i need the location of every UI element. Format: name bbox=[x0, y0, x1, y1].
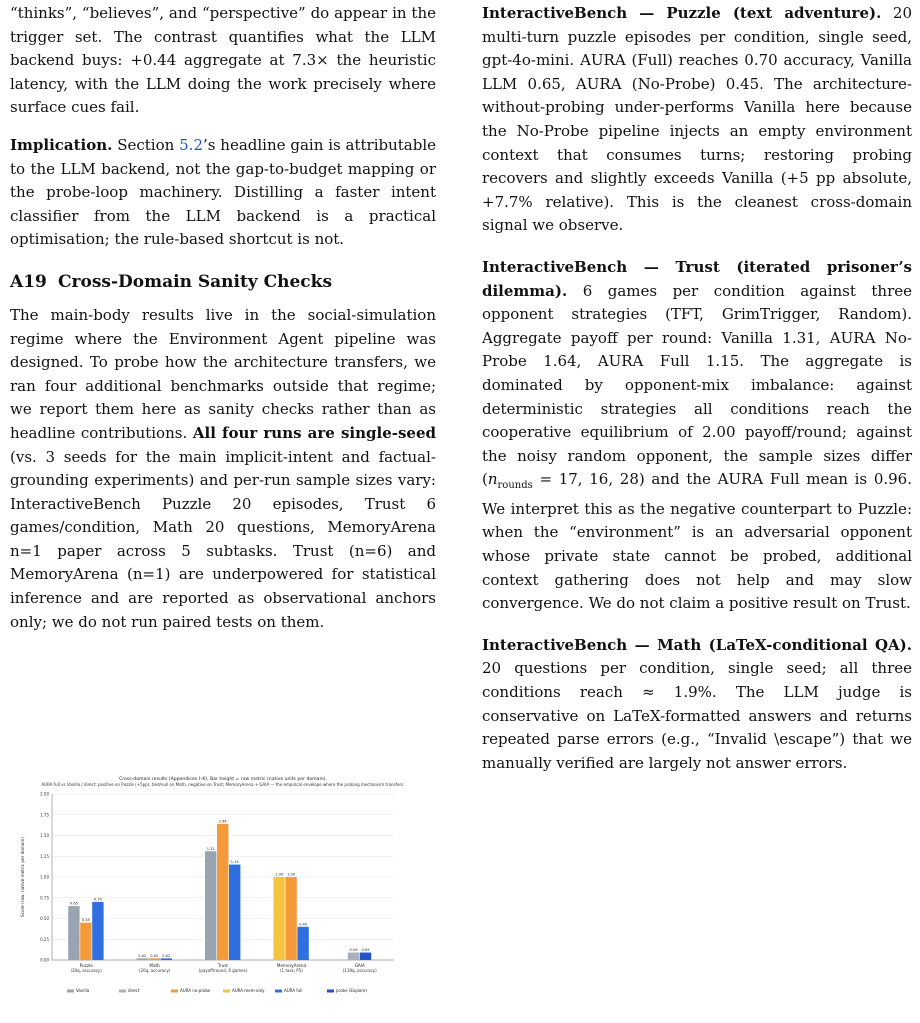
x-tick-label: Math bbox=[149, 963, 160, 968]
section-number: A19 bbox=[10, 271, 47, 292]
bar-math-vanilla bbox=[137, 958, 148, 960]
x-tick-sublabel: (20q, accuracy) bbox=[70, 968, 102, 973]
legend-swatch bbox=[119, 990, 126, 993]
section-heading bbox=[10, 270, 436, 294]
legend-swatch bbox=[223, 990, 230, 993]
trust-math-n: n bbox=[487, 470, 498, 489]
implication-head: Implication. bbox=[10, 135, 113, 154]
math-head: InteractiveBench — Math (LaTeX-conditional QA). bbox=[482, 635, 912, 654]
math-paragraph bbox=[482, 634, 912, 776]
legend-label: probe (Explore) bbox=[336, 988, 367, 993]
right-column bbox=[482, 0, 912, 775]
y-tick-label: 0.75 bbox=[40, 895, 49, 901]
bar-puzzle-aura-no-probe bbox=[80, 923, 91, 960]
cross-domain-figure bbox=[10, 772, 436, 1018]
left-column bbox=[10, 0, 436, 634]
section-body bbox=[10, 304, 436, 634]
legend-swatch bbox=[327, 990, 334, 993]
bar-value-label: 0.09 bbox=[349, 948, 358, 953]
legend-label: AURA full bbox=[284, 988, 303, 993]
bar-math-aura-full bbox=[161, 958, 172, 960]
y-tick-label: 1.75 bbox=[40, 812, 49, 818]
paragraph-continuation: “thinks”, “believes”, and “perspective” do appear in the trigger set. The contrast quantifies what the LLM backend buys: +0.44 aggregate at 7.3× the heuristic latency, with the LLM doing the work precisely where surface cues fail. bbox=[10, 4, 436, 117]
chart-subtitle: AURA full vs Vanilla / direct: positive on Puzzle (+5pp), tied/null on Math, negative on Trust; MemoryArena + GAIA — the empirical envelope where the probing mechanism transfers. bbox=[41, 782, 405, 787]
bar-value-label: 0.70 bbox=[93, 897, 102, 902]
implication-text-b: ’s headline gain is attributable to the LLM backend, not the gap-to-budget mapping or the probe-loop machinery. Distilling a faster intent classifier from the LLM backend is a practical optimisation; the rule-based shortcut is not. bbox=[10, 135, 436, 249]
x-tick-labels bbox=[71, 963, 378, 973]
bar-value-label: 1.00 bbox=[287, 872, 296, 877]
x-tick-label: Puzzle bbox=[79, 963, 93, 968]
bar-value-label: 0.02 bbox=[150, 953, 159, 958]
puzzle-paragraph bbox=[482, 2, 912, 238]
x-tick-label: GAIA bbox=[354, 963, 365, 968]
trust-text-b: = 17, 16, 28) and the AURA Full mean is 0.96. We interpret this as the negative counterpart to Puzzle: when the “environment” is an adversarial opponent whose private state cannot be probed, additional context gathering does not help and may slow convergence. We do not claim a positive result on Trust. bbox=[482, 470, 912, 613]
bar-puzzle-aura-full bbox=[92, 902, 103, 960]
x-tick-sublabel: (payoff/round, 6 games) bbox=[198, 968, 248, 973]
bar-value-label: 1.64 bbox=[218, 819, 227, 824]
chart-title: Cross-domain results (Appendices I–K). Bar height = raw metric (native units per domain). bbox=[119, 777, 327, 782]
chart-legend bbox=[67, 988, 367, 993]
bar-value-label: 1.00 bbox=[275, 872, 284, 877]
x-tick-sublabel: (139q, accuracy) bbox=[342, 968, 377, 973]
bar-value-label: 0.65 bbox=[69, 901, 78, 906]
legend-label: AURA no-probe bbox=[180, 988, 211, 993]
body-text-b: (vs. 3 seeds for the main implicit-intent and factual-grounding experiments) and per-run sample sizes vary: InteractiveBench Puzzle 20 episodes, Trust 6 games/condition, Math 20 questions, MemoryArena n=1 paper across 5 subtasks. Trust (n=6) and MemoryArena (n=1) are underpowered for statistical inference and are reported as observational anchors only; we do not run paired tests on them. bbox=[10, 447, 436, 631]
bar-math-aura-no-probe bbox=[149, 958, 160, 960]
trust-head: InteractiveBench — Trust (iterated prisoner’s dilemma). bbox=[482, 257, 912, 300]
bar-gaia-probe-explore- bbox=[360, 953, 371, 960]
bar-puzzle-vanilla bbox=[68, 906, 79, 960]
bar-trust-aura-full bbox=[229, 865, 240, 960]
bar-trust-vanilla bbox=[205, 851, 216, 960]
bar-value-label: 0.02 bbox=[162, 953, 171, 958]
bar-gaia-direct bbox=[348, 953, 359, 960]
bar-trust-aura-no-probe bbox=[217, 824, 228, 960]
y-tick-label: 1.00 bbox=[40, 874, 49, 880]
puzzle-text: 20 multi-turn puzzle episodes per condition, single seed, gpt-4o-mini. AURA (Full) reaches 0.70 accuracy, Vanilla LLM 0.65, AURA (No-Probe) 0.45. The architecture-without-probing under-performs Vanilla here because the No-Probe pipeline injects an empty environment context that consumes turns; restoring probing recovers and slightly exceeds Vanilla (+5 pp absolute, +7.7% relative). This is the cleanest cross-domain signal we observe. bbox=[482, 4, 913, 235]
y-tick-labels bbox=[40, 792, 49, 963]
x-tick-label: Trust bbox=[217, 963, 229, 968]
bar-marks bbox=[68, 819, 371, 960]
legend-label: direct bbox=[128, 988, 140, 993]
bar-value-label: 0.40 bbox=[299, 922, 308, 927]
puzzle-head: InteractiveBench — Puzzle (text adventure). bbox=[482, 4, 882, 22]
x-tick-label: MemoryArena bbox=[276, 963, 307, 968]
legend-swatch bbox=[171, 990, 178, 993]
y-tick-label: 1.50 bbox=[40, 833, 49, 838]
x-tick-sublabel: (20q, accuracy) bbox=[138, 968, 171, 973]
y-tick-label: 0.00 bbox=[40, 957, 49, 963]
body-text-a: The main-body results live in the social-simulation regime where the Environment Agent pipeline was designed. To probe how the architecture transfers, we ran four additional benchmarks outside that regime; we report them here as sanity checks rather than as headline contributions. bbox=[10, 305, 436, 442]
cross-domain-chart bbox=[10, 772, 436, 1014]
body-bold: All four runs are single-seed bbox=[192, 423, 436, 442]
x-tick-sublabel: (1 task, P5) bbox=[279, 968, 303, 973]
trust-paragraph bbox=[482, 256, 912, 616]
bar-value-label: 0.09 bbox=[361, 948, 370, 953]
legend-label: AURA mem-only bbox=[232, 988, 265, 993]
bar-value-label: 1.15 bbox=[230, 860, 239, 865]
section-title: Cross-Domain Sanity Checks bbox=[58, 271, 333, 292]
trust-text-a: 6 games per condition against three opponent strategies (TFT, GrimTrigger, Random). Aggregate payoff per round: Vanilla 1.31, AURA No-Probe 1.64, AURA Full 1.15. The aggregate is dominated by opponent-mix imbalance: against deterministic strategies all conditions reach the cooperative equilibrium of 2.00 payoff/round; against the noisy random opponent, the sample sizes differ ( bbox=[482, 281, 912, 489]
math-text: 20 questions per condition, single seed; all three conditions reach ≈ 1.9%. The LLM judge is conservative on LaTeX-formatted answers and returns repeated parse errors (e.g., “Invalid \escape”) that we manually verified are largely not answer errors. bbox=[482, 659, 912, 772]
bar-value-label: 0.02 bbox=[138, 953, 147, 958]
bar-memoryarena-aura-full bbox=[297, 927, 308, 960]
bar-memoryarena-aura-mem-only bbox=[273, 877, 284, 960]
trust-math-sub: rounds bbox=[497, 480, 533, 492]
legend-swatch bbox=[67, 990, 74, 993]
y-axis-label: Score (raw, native metric per domain) bbox=[20, 837, 25, 917]
legend-label: Vanilla bbox=[76, 988, 90, 993]
bar-memoryarena-aura-no-probe bbox=[285, 877, 296, 960]
y-tick-label: 0.50 bbox=[40, 916, 49, 921]
y-tick-label: 2.00 bbox=[40, 791, 49, 797]
section-link[interactable]: 5.2 bbox=[179, 135, 203, 154]
legend-swatch bbox=[275, 990, 282, 993]
bar-value-label: 0.45 bbox=[81, 918, 90, 923]
bar-value-label: 1.31 bbox=[206, 846, 215, 851]
y-tick-label: 0.25 bbox=[40, 936, 49, 942]
implication-paragraph bbox=[10, 134, 436, 252]
implication-text-a: Section bbox=[112, 135, 180, 154]
y-tick-label: 1.25 bbox=[40, 853, 49, 859]
